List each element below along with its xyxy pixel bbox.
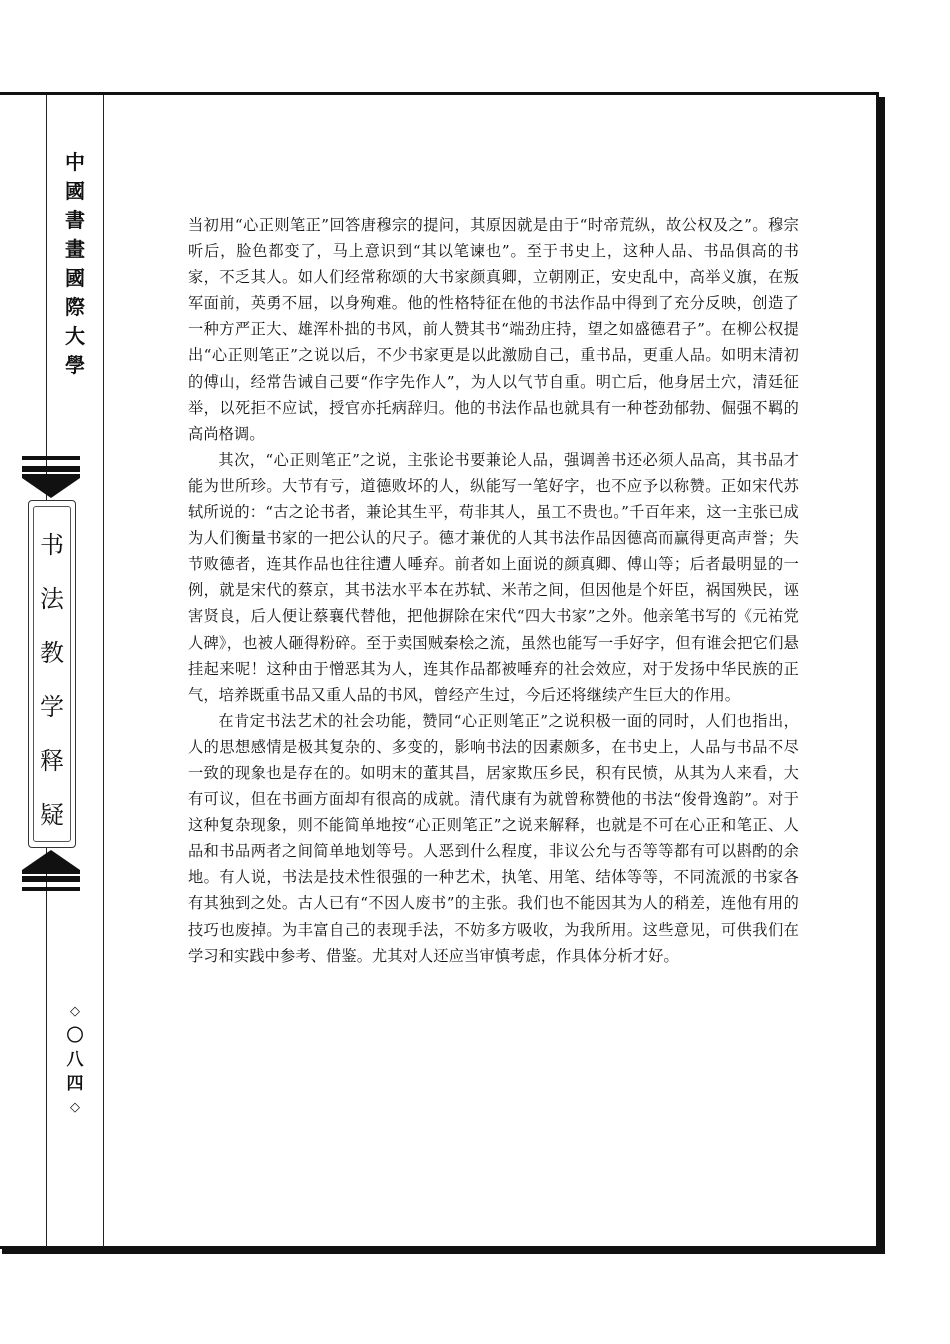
title-ornament-bar (22, 876, 80, 882)
side-column-rule-right (103, 95, 104, 1247)
paragraph: 当初用“心正则笔正”回答唐穆宗的提问，其原因就是由于“时帝荒纵，故公权及之”。穆宗听后，脸色都变了，马上意识到“其以笔谏也”。至于书史上，这种人品、书品俱高的书家，不乏其人。如人们经常称颂的大书家颜真卿，立朝刚正，安史乱中，高举义旗，在叛军面前，英勇不屈，以身殉难。他的性格特征在他的书法作品中得到了充分反映，创造了一种方严正大、雄浑朴拙的书风，前人赞其书“端劲庄持，望之如盛德君子”。在柳公权提出“心正则笔正”之说以后，不少书家更是以此激励自己，重书品，更重人品。如明末清初的傅山，经常告诫自己要“作字先作人”，为人以气节自重。明亡后，他身居土穴，清廷征举，以死拒不应试，授官亦托病辞归。他的书法作品也就具有一种苍劲郁勃、倔强不羁的高尚格调。 (188, 216, 799, 443)
university-char: 國 (65, 266, 85, 290)
diamond-icon: ◇ (70, 1100, 80, 1115)
book-title-char: 学 (40, 693, 64, 721)
book-title-char: 释 (40, 747, 64, 775)
title-ornament-bar (22, 466, 80, 472)
diamond-icon: ◇ (70, 1004, 80, 1019)
book-title-char: 法 (40, 585, 64, 613)
book-title-char: 疑 (40, 801, 64, 829)
frame-shadow-bottom (2, 1249, 885, 1254)
page-number-digit: 四 (66, 1074, 84, 1094)
university-char: 國 (65, 179, 85, 203)
page-number (60, 1000, 90, 1120)
book-title (28, 518, 76, 842)
university-char: 大 (65, 324, 85, 348)
title-ornament-bar (22, 887, 80, 891)
university-char: 畫 (65, 237, 85, 261)
title-ornament-bar (22, 456, 80, 460)
university-name (56, 148, 94, 380)
university-char: 書 (65, 208, 85, 232)
chevron-ornament-bottom (22, 848, 80, 874)
book-title-char: 书 (40, 531, 64, 559)
book-title-char: 教 (40, 639, 64, 667)
paragraph: 在肯定书法艺术的社会功能，赞同“心正则笔正”之说积极一面的同时，人们也指出，人的思想感情是极其复杂的、多变的，影响书法的因素颇多，在书史上，人品与书品不尽一致的现象也是存在的。如明末的董其昌，居家欺压乡民，积有民愤，从其为人来看，大有可议，但在书画方面却有很高的成就。清代康有为就曾称赞他的书法“俊骨逸韵”。对于这种复杂现象，则不能简单地按“心正则笔正”之说来解释，也就是不可在心正和笔正、人品和书品两者之间简单地划等号。人恶到什么程度，非议公允与否等等都有可以斟酌的余地。有人说，书法是技术性很强的一种艺术，执笔、用笔、结体等等，不同流派的书家各有其独到之处。古人已有“不因人废书”的主张。我们也不能因其为人的稍差，连他有用的技巧也废掉。为丰富自己的表现手法，不妨多方吸收，为我所用。这些意见，可供我们在学习和实践中参考、借鉴。尤其对人还应当审慎考虑，作具体分析才好。 (188, 711, 799, 965)
chevron-ornament-top (22, 474, 80, 500)
university-char: 際 (65, 295, 85, 319)
frame-shadow-right (879, 97, 885, 1252)
university-char: 中 (65, 150, 85, 174)
page-number-digit: 〇 (66, 1026, 84, 1046)
university-char: 學 (65, 353, 85, 377)
body-text (188, 212, 799, 969)
page-number-digit: 八 (66, 1050, 84, 1070)
paragraph: 其次，“心正则笔正”之说，主张论书要兼论人品，强调善书还必须人品高，其书品才能为世所珍。大节有亏，道德败坏的人，纵能写一笔好字，也不应予以称赞。正如宋代苏轼所说的：“古之论书者，兼论其生平，苟非其人，虽工不贵也。”千百年来，这一主张已成为人们衡量书家的一把公认的尺子。德才兼优的人其书法作品因德高而赢得更高声誉；失节败德者，连其作品也往往遭人唾弃。前者如上面说的颜真卿、傅山等；后者最明显的一例，就是宋代的蔡京，其书法水平本在苏轼、米芾之间，但因他是个奸臣，祸国殃民，诬害贤良，后人便让蔡襄代替他，把他摒除在宋代“四大书家”之外。他亲笔书写的《元祐党人碑》，也被人砸得粉碎。至于卖国贼秦桧之流，虽然也能写一手好字，但有谁会把它们悬挂起来呢！这种由于憎恶其为人，连其作品都被唾弃的社会效应，对于发扬中华民族的正气，培养既重书品又重人品的书风，曾经产生过，今后还将继续产生巨大的作用。 (188, 450, 799, 704)
